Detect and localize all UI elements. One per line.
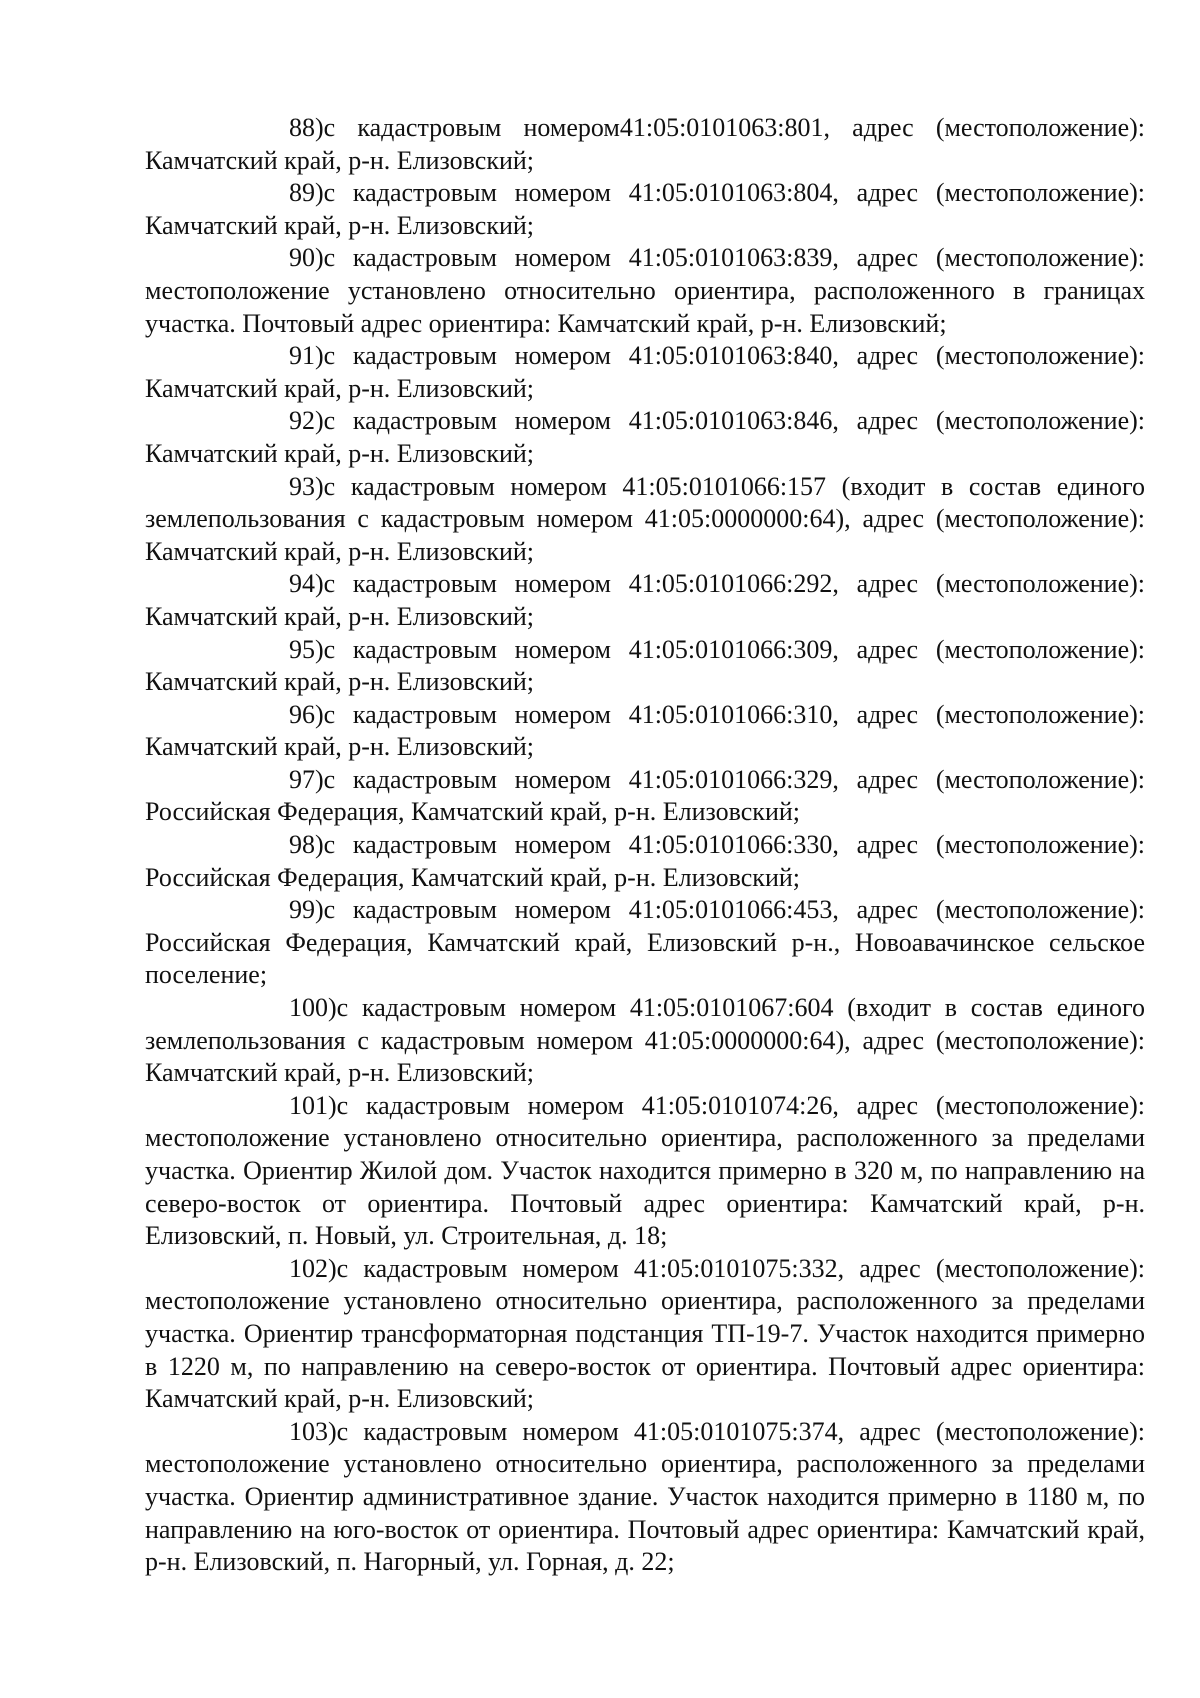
item-text: с кадастровым номером 41:05:0101063:846, адрес (местоположение): Камчатский край, р-н. Елизовский; (145, 406, 1145, 468)
item-number: 93) (289, 471, 324, 501)
list-item (145, 568, 1145, 633)
list-item (145, 829, 1145, 894)
list-item (145, 634, 1145, 699)
list-item (145, 1253, 1145, 1416)
item-number: 90) (289, 243, 324, 273)
item-text: с кадастровым номером 41:05:0101066:330, адрес (местоположение): Российская Федерация, Камчатский край, р-н. Елизовский; (145, 830, 1145, 892)
item-number: 92) (289, 406, 324, 436)
item-number: 103) (289, 1416, 337, 1446)
item-number: 99) (289, 895, 324, 925)
item-text: с кадастровым номером 41:05:0101063:839, адрес (местоположение): местоположение установлено относительно ориентира, расположенного в границах участка. Почтовый адрес ориентира: Камчатский край, р-н. Елизовский; (145, 243, 1145, 338)
list-item (145, 894, 1145, 992)
item-number: 91) (289, 341, 324, 371)
item-text: с кадастровым номером 41:05:0101066:329, адрес (местоположение): Российская Федерация, Камчатский край, р-н. Елизовский; (145, 764, 1145, 827)
item-text: с кадастровым номером 41:05:0101066:157 (входит в состав единого землепользования с кадастровым номером 41:05:0000000:64), адрес (местоположение): Камчатский край, р-н. Елизовский; (145, 471, 1145, 566)
item-number: 95) (289, 634, 324, 664)
item-number: 98) (289, 830, 324, 860)
item-number: 96) (289, 699, 324, 729)
item-text: с кадастровым номером 41:05:0101067:604 (входит в состав единого землепользования с кадастровым номером 41:05:0000000:64), адрес (местоположение): Камчатский край, р-н. Елизовский; (145, 993, 1145, 1088)
list-item (145, 1416, 1145, 1579)
item-text: с кадастровым номером 41:05:0101063:840, адрес (местоположение): Камчатский край, р-н. Елизовский; (145, 341, 1145, 403)
item-text: с кадастровым номером 41:05:0101066:292, адрес (местоположение): Камчатский край, р-н. Елизовский; (145, 569, 1145, 631)
item-text: с кадастровым номером 41:05:0101063:804, адрес (местоположение): Камчатский край, р-н. Елизовский; (145, 178, 1145, 240)
item-text: с кадастровым номером41:05:0101063:801, адрес (местоположение): Камчатский край, р-н. Елизовский; (145, 113, 1145, 175)
item-number: 88) (289, 113, 324, 142)
list-item (145, 177, 1145, 242)
item-text: с кадастровым номером 41:05:0101075:332, адрес (местоположение): местоположение установлено относительно ориентира, расположенного за пределами участка. Ориентир трансформаторная подстанция ТП-19-7. Участок находится примерно в 1220 м, по направлению на северо-восток от ориентира. Почтовый адрес ориентира: Камчатский край, р-н. Елизовский; (145, 1253, 1145, 1414)
list-item (145, 340, 1145, 405)
item-text: с кадастровым номером 41:05:0101066:309, адрес (местоположение): Камчатский край, р-н. Елизовский; (145, 634, 1145, 697)
item-text: с кадастровым номером 41:05:0101066:453, адрес (местоположение): Российская Федерация, Камчатский край, Елизовский р-н., Новоавачинское сельское поселение; (145, 895, 1145, 990)
list-item (145, 471, 1145, 569)
item-number: 102) (289, 1253, 337, 1283)
list-item (145, 1090, 1145, 1253)
item-number: 97) (289, 764, 324, 794)
list-item (145, 405, 1145, 470)
item-number: 101) (289, 1090, 337, 1120)
item-text: с кадастровым номером 41:05:0101074:26, адрес (местоположение): местоположение установлено относительно ориентира, расположенного за пределами участка. Ориентир Жилой дом. Участок находится примерно в 320 м, по направлению на северо-восток от ориентира. Почтовый адрес ориентира: Камчатский край, р-н. Елизовский, п. Новый, ул. Строительная, д. 18; (145, 1090, 1145, 1251)
list-item (145, 242, 1145, 340)
list-item (145, 699, 1145, 764)
item-text: с кадастровым номером 41:05:0101075:374, адрес (местоположение): местоположение установлено относительно ориентира, расположенного за пределами участка. Ориентир административное здание. Участок находится примерно в 1180 м, по направлению на юго-восток от ориентира. Почтовый адрес ориентира: Камчатский край, р-н. Елизовский, п. Нагорный, ул. Горная, д. 22; (145, 1416, 1145, 1577)
item-number: 89) (289, 178, 324, 208)
item-text: с кадастровым номером 41:05:0101066:310, адрес (местоположение): Камчатский край, р-н. Елизовский; (145, 699, 1145, 762)
item-number: 100) (289, 993, 337, 1023)
list-item (145, 992, 1145, 1090)
list-item (145, 112, 1145, 177)
document-page (145, 112, 1145, 1579)
list-item (145, 764, 1145, 829)
item-number: 94) (289, 569, 324, 599)
